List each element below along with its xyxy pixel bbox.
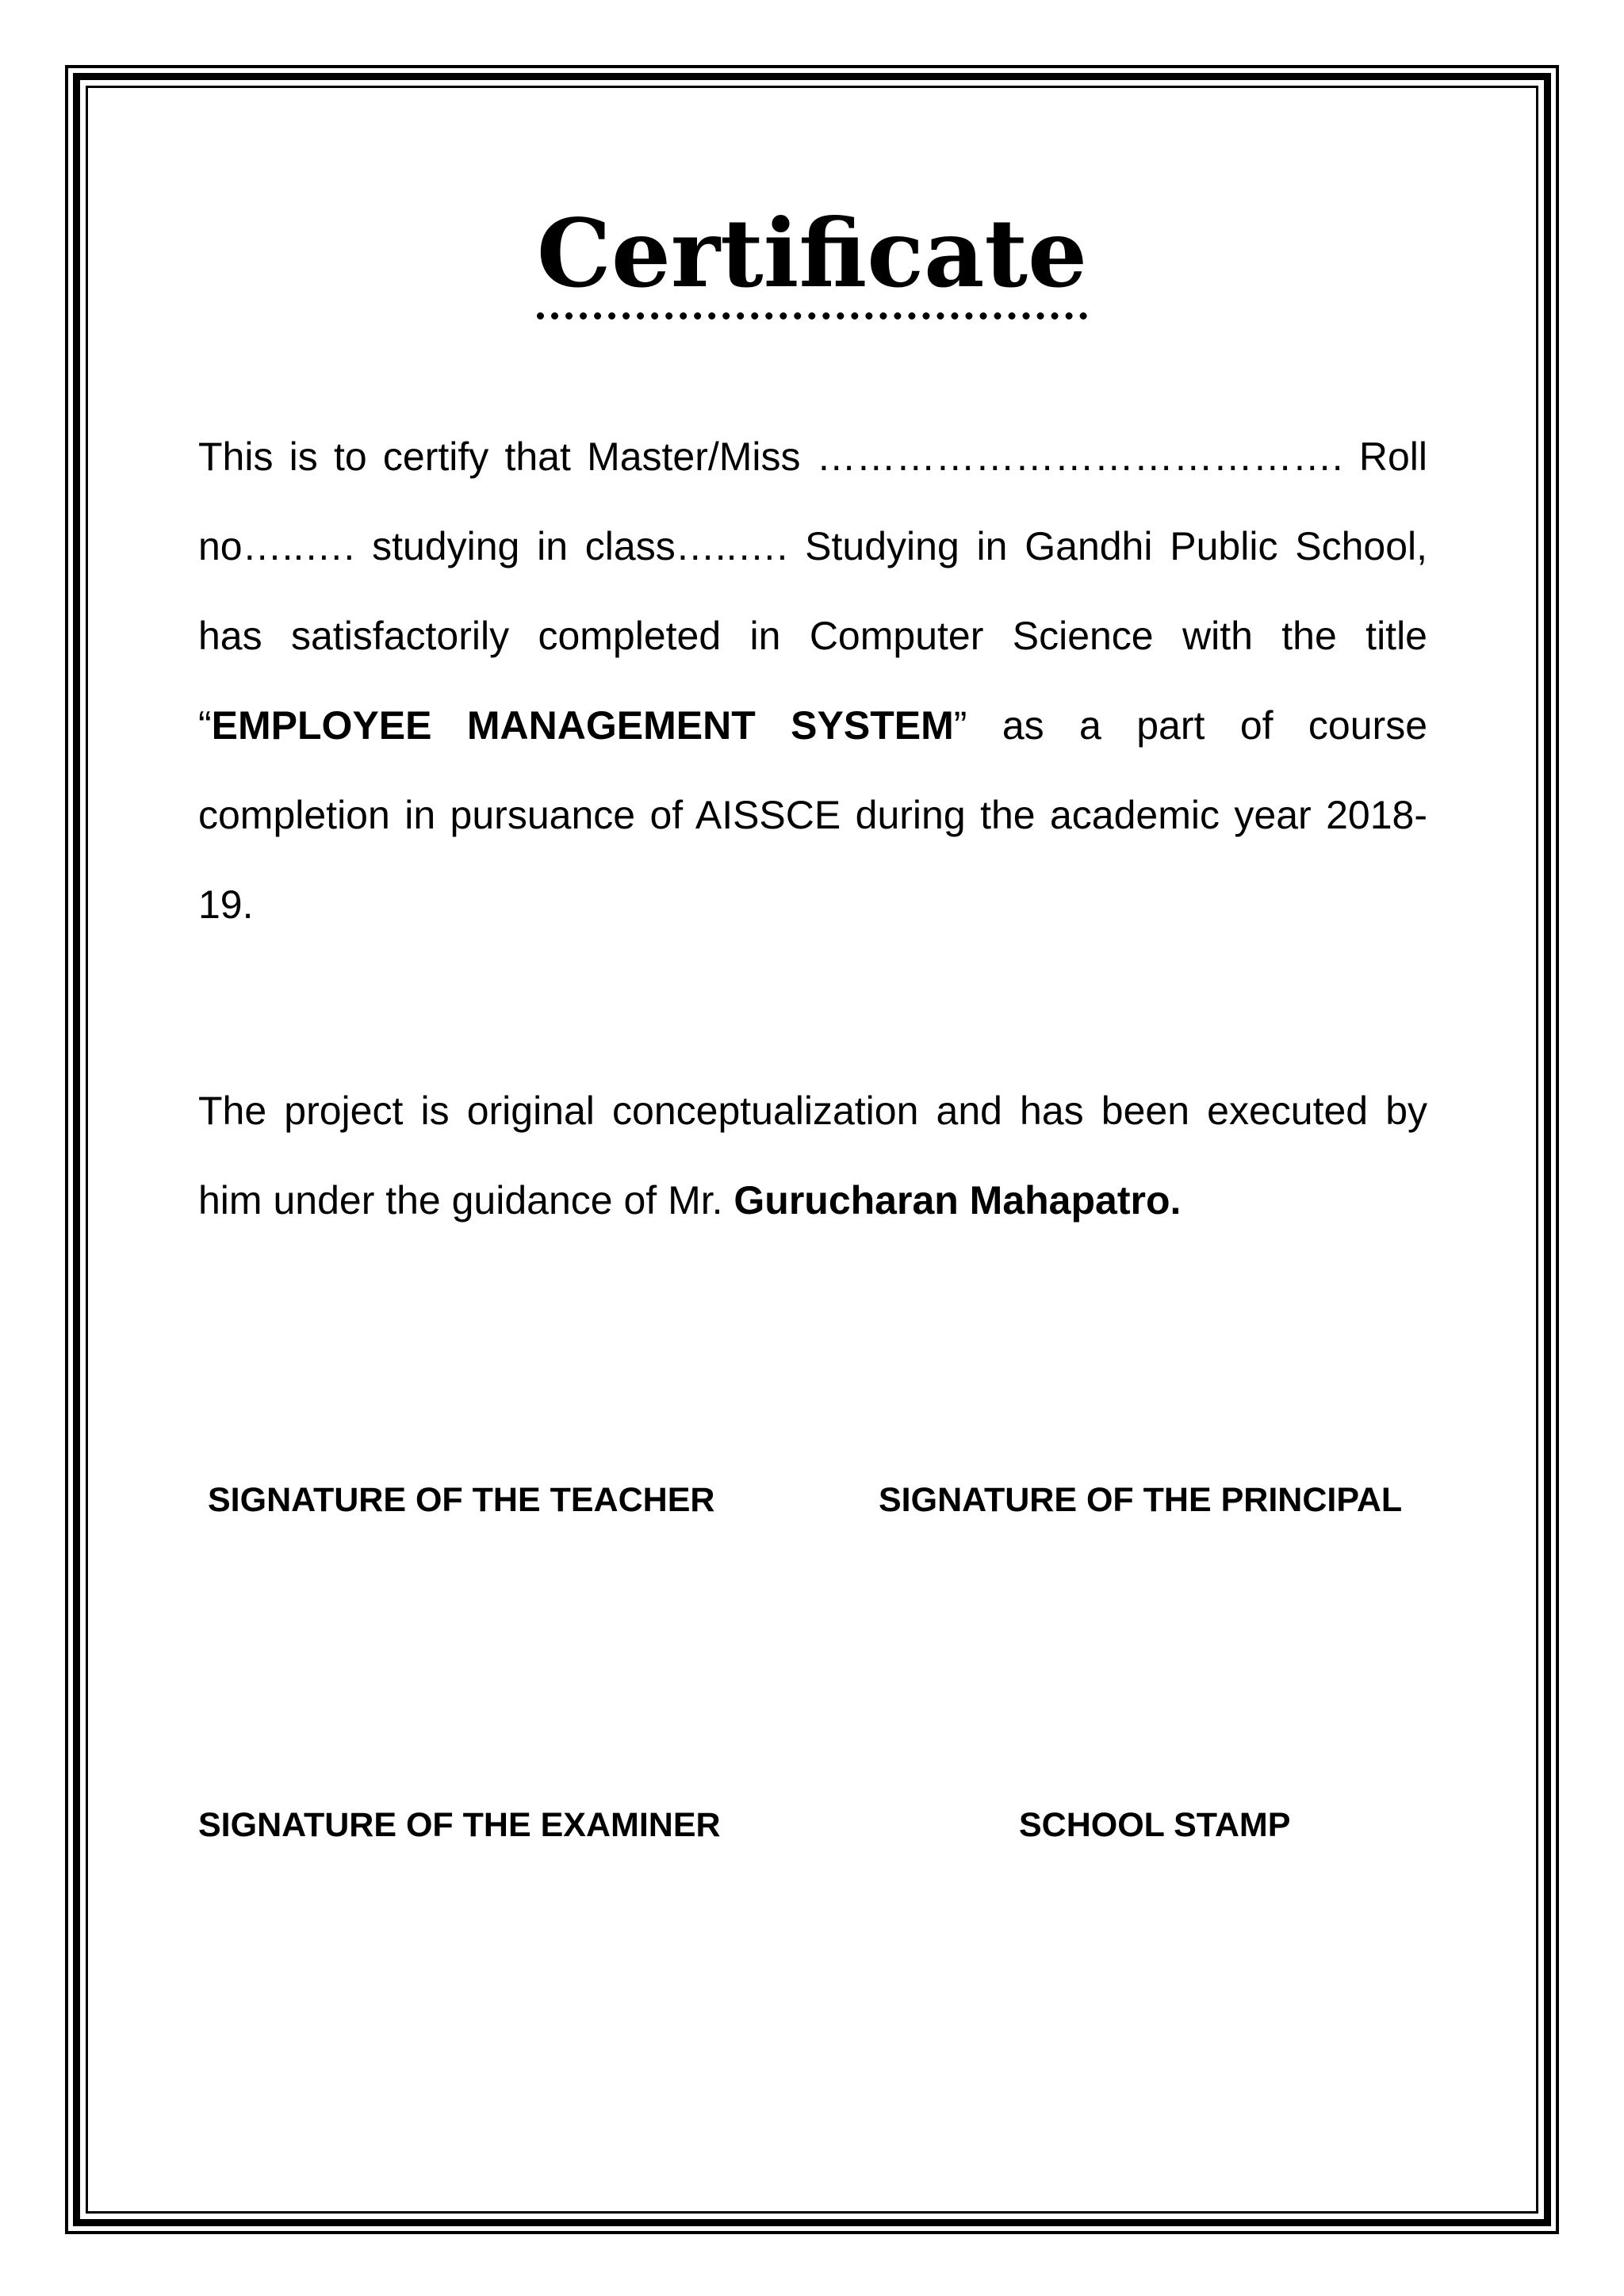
guide-name: Gurucharan Mahapatro.: [733, 1178, 1182, 1223]
certification-roll-text: Roll no…..…. studying in class…..…. Studying in Gandhi Public School, has satisfactorily completed in Computer Science with the title “: [198, 434, 1428, 748]
school-stamp-label: SCHOOL STAMP: [1019, 1806, 1291, 1844]
certificate-title-block: [0, 198, 1624, 320]
signature-examiner-label: SIGNATURE OF THE EXAMINER: [198, 1806, 721, 1844]
signature-teacher-label: SIGNATURE OF THE TEACHER: [208, 1481, 715, 1519]
certification-paragraph: [198, 412, 1427, 950]
guidance-paragraph: [198, 1066, 1427, 1246]
certification-intro: This is to certify that Master/Miss ………………………………….: [198, 434, 1343, 479]
project-title: EMPLOYEE MANAGEMENT SYSTEM: [211, 703, 954, 748]
certificate-title: Certificate: [537, 198, 1087, 320]
guidance-text: The project is original conceptualization and has been executed by him under the guidance of Mr.: [198, 1089, 1427, 1223]
signature-principal-label: SIGNATURE OF THE PRINCIPAL: [879, 1481, 1403, 1519]
certification-rest-text: ” as a part of course completion in pursuance of AISSCE during the academic year 2018-19.: [198, 703, 1427, 927]
